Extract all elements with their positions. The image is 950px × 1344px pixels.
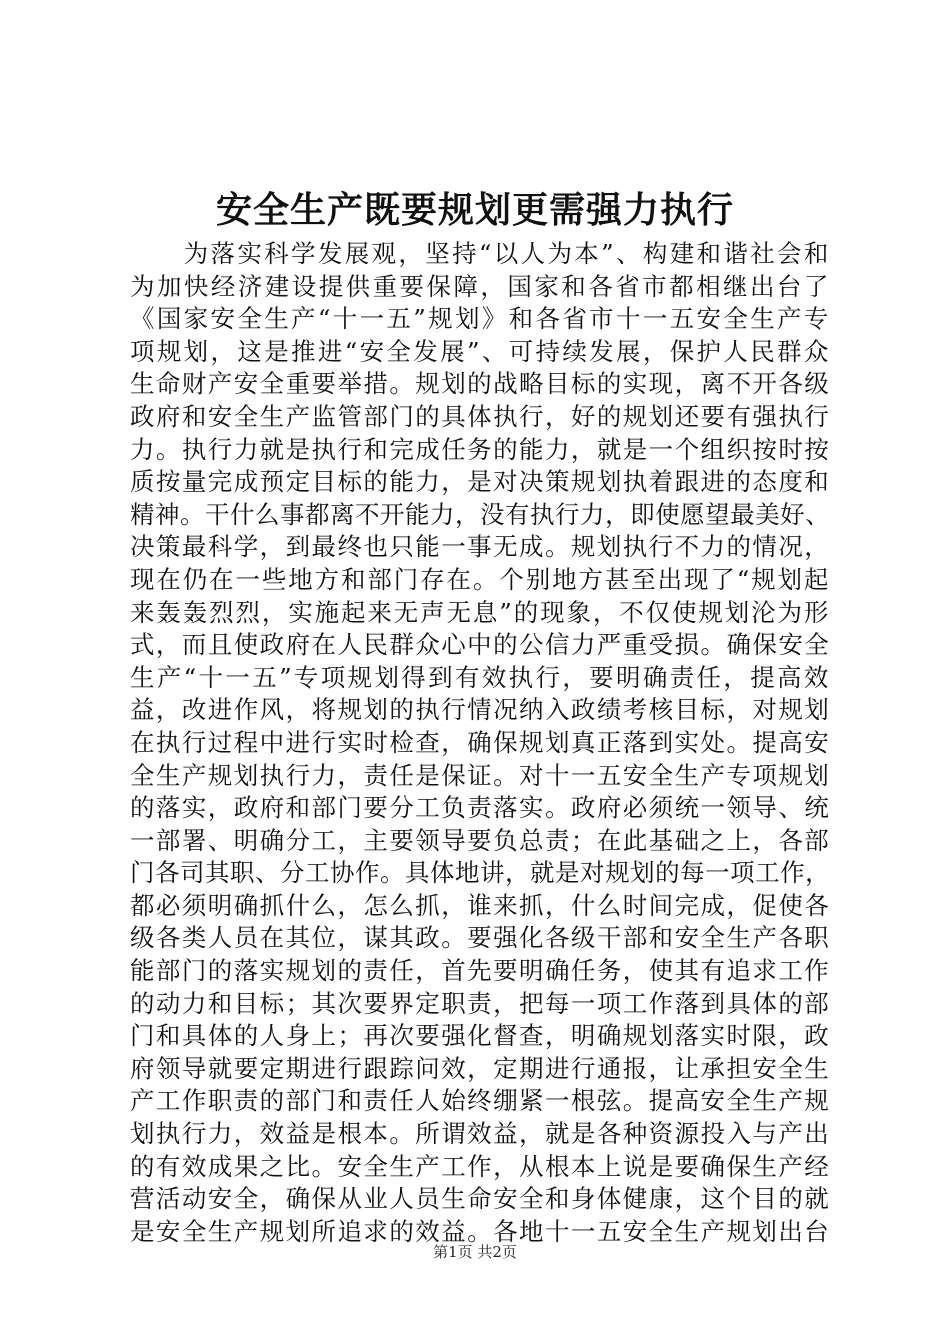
text-line: 在执行过程中进行实时检查，确保规划真正落到实处。提高安 <box>130 727 830 757</box>
text-line: 决策最科学，到最终也只能一事无成。规划执行不力的情况， <box>130 532 830 562</box>
text-line: 质按量完成预定目标的能力，是对决策规划执着跟进的态度和 <box>130 467 830 497</box>
text-line: 门各司其职、分工协作。具体地讲，就是对规划的每一项工作， <box>130 858 830 888</box>
text-line: 式，而且使政府在人民群众心中的公信力严重受损。确保安全 <box>130 630 830 660</box>
text-line: 力。执行力就是执行和完成任务的能力，就是一个组织按时按 <box>130 434 830 464</box>
body-paragraph <box>130 238 830 1248</box>
text-line: 《国家安全生产“十一五”规划》和各省市十一五安全生产专 <box>130 304 830 334</box>
text-line: 生产“十一五”专项规划得到有效执行，要明确责任，提高效 <box>130 662 830 692</box>
text-line: 来轰轰烈烈，实施起来无声无息”的现象，不仅使规划沦为形 <box>130 597 830 627</box>
text-line: 一部署、明确分工，主要领导要负总责；在此基础之上，各部 <box>130 825 830 855</box>
text-line: 产工作职责的部门和责任人始终绷紧一根弦。提高安全生产规 <box>130 1086 830 1116</box>
page-footer: 第1页 共2页 <box>433 1243 517 1261</box>
text-line: 益，改进作风，将规划的执行情况纳入政绩考核目标，对规划 <box>130 695 830 725</box>
text-line: 是安全生产规划所追求的效益。各地十一五安全生产规划出台 <box>130 1216 830 1246</box>
text-line: 为加快经济建设提供重要保障，国家和各省市都相继出台了 <box>130 271 830 301</box>
text-line: 的有效成果之比。安全生产工作，从根本上说是要确保生产经 <box>130 1151 830 1181</box>
text-line: 门和具体的人身上；再次要强化督查，明确规划落实时限，政 <box>130 1021 830 1051</box>
text-line: 为落实科学发展观，坚持“以人为本”、构建和谐社会和 <box>130 239 830 268</box>
text-line: 的落实，政府和部门要分工负责落实。政府必须统一领导、统 <box>130 793 830 823</box>
text-line: 生命财产安全重要举措。规划的战略目标的实现，离不开各级 <box>130 369 830 399</box>
text-line: 的动力和目标；其次要界定职责，把每一项工作落到具体的部 <box>130 988 830 1018</box>
text-line: 营活动安全，确保从业人员生命安全和身体健康，这个目的就 <box>130 1184 830 1214</box>
text-line: 全生产规划执行力，责任是保证。对十一五安全生产专项规划 <box>130 760 830 790</box>
text-line: 划执行力，效益是根本。所谓效益，就是各种资源投入与产出 <box>130 1119 830 1149</box>
text-line: 项规划，这是推进“安全发展”、可持续发展，保护人民群众 <box>130 336 830 366</box>
document-title: 安全生产既要规划更需强力执行 <box>215 189 734 231</box>
text-line: 能部门的落实规划的责任，首先要明确任务，使其有追求工作 <box>130 956 830 986</box>
text-line: 级各类人员在其位，谋其政。要强化各级干部和安全生产各职 <box>130 923 830 953</box>
text-line: 都必须明确抓什么，怎么抓，谁来抓，什么时间完成，促使各 <box>130 890 830 920</box>
text-line: 精神。干什么事都离不开能力，没有执行力，即使愿望最美好、 <box>130 499 830 529</box>
text-line: 政府和安全生产监管部门的具体执行，好的规划还要有强执行 <box>130 401 830 431</box>
text-line: 现在仍在一些地方和部门存在。个别地方甚至出现了“规划起 <box>130 564 830 594</box>
text-line: 府领导就要定期进行跟踪问效，定期进行通报，让承担安全生 <box>130 1053 830 1083</box>
